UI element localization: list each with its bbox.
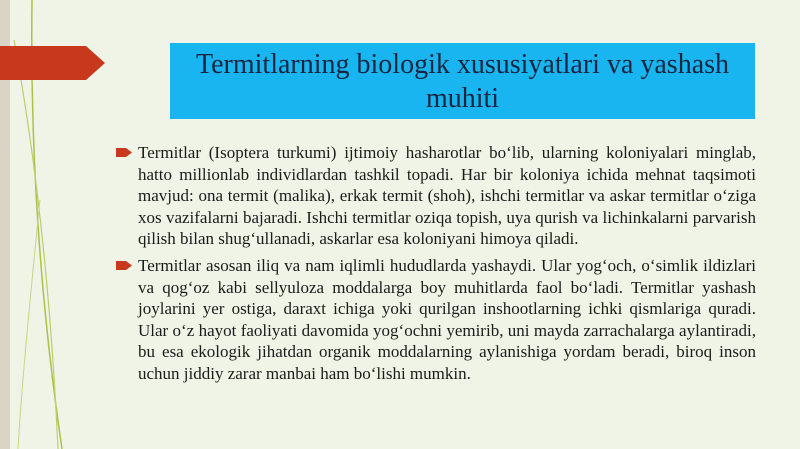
slide-content bbox=[116, 142, 756, 390]
bullet-item-2 bbox=[116, 255, 756, 385]
red-arrow-shape bbox=[0, 46, 105, 80]
bullet-item-1 bbox=[116, 142, 756, 250]
bullet-text: Termitlar asosan iliq va nam iqlimli hududlarda yashaydi. Ular yog‘och, o‘simlik ildizlari va qog‘oz kabi sellyuloza moddalarga boy muhitlarda faol bo‘ladi. Termitlar yashash joylarini yer ostiga, daraxt ichiga yoki qurilgan inshootlarning ichki qismlariga quradi. Ular o‘z hayot faoliyati davomida yog‘ochni yemirib, uni mayda zarrachalarga aylantiradi, bu esa ekologik jihatdan organik moddalarning aylanishiga yordam beradi, biroq inson uchun jiddiy zarar manbai ham bo‘lishi mumkin. bbox=[138, 255, 756, 383]
bullet-text: Termitlar (Isoptera turkumi) ijtimoiy hasharotlar bo‘lib, ularning koloniyalari minglab, hatto millionlab individlardan tashkil topadi. Har bir koloniya ichida mehnat taqsimoti mavjud: ona termit (malika), erkak termit (shoh), ishchi termitlar va askar termitlar o‘ziga xos vazifalarni bajaradi. Ishchi termitlar oziqa topish, uya qurish va lichinkalarni parvarish qilish bilan shug‘ullanadi, askarlar esa koloniyani himoya qiladi. bbox=[138, 143, 756, 249]
arrow-bullet-icon bbox=[116, 147, 132, 158]
slide-title: Termitlarning biologik xususiyatlari va yashash muhiti bbox=[195, 49, 730, 114]
slide-title-box bbox=[170, 43, 755, 119]
arrow-bullet-icon bbox=[116, 260, 132, 271]
